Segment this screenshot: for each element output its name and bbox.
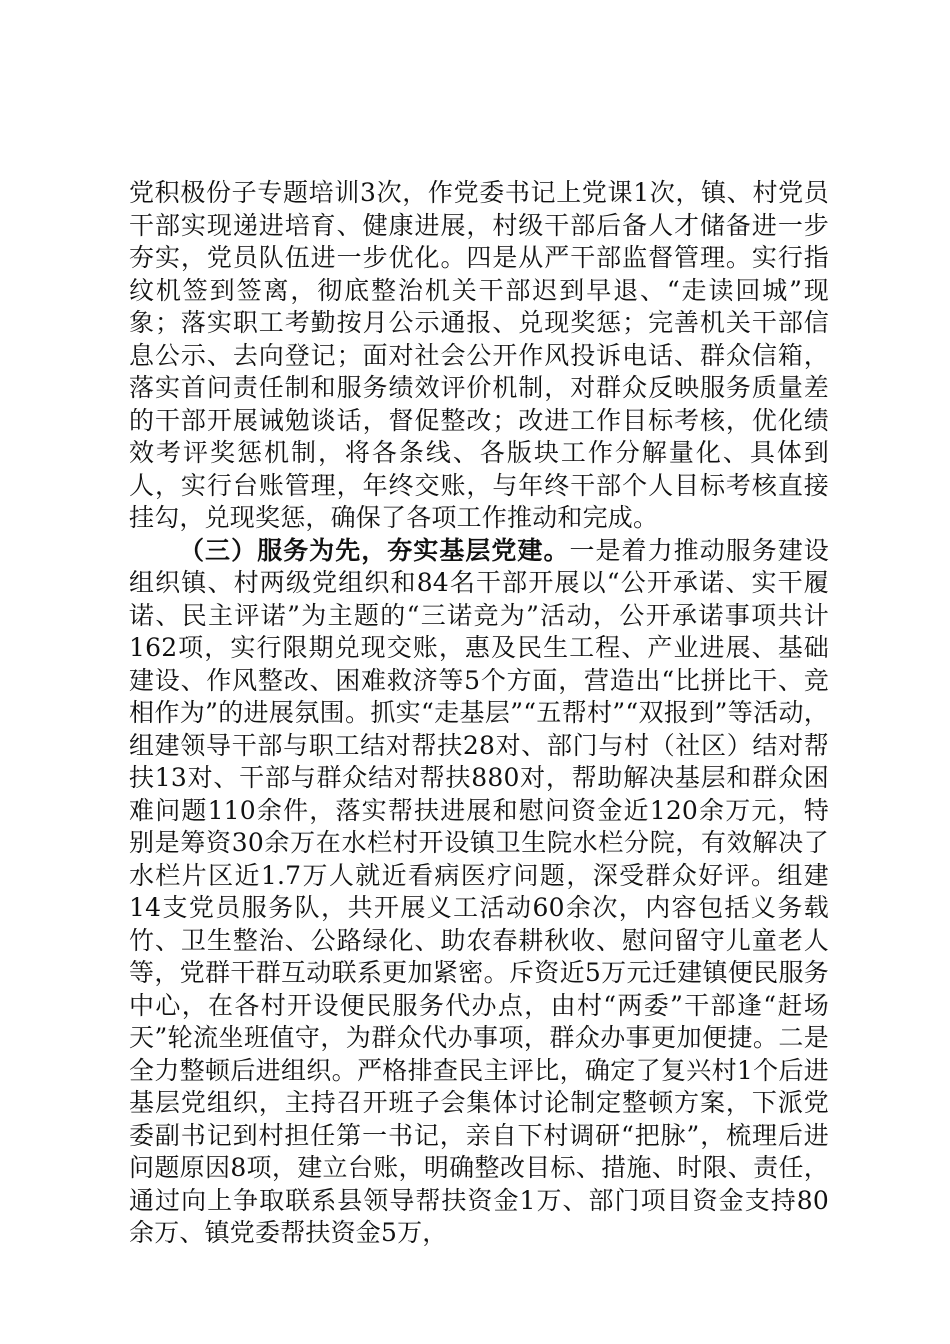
section-heading: （三）服务为先，夯实基层党建。 [179,535,570,565]
section-body-text: 一是着力推动服务建设组织镇、村两级党组织和84名干部开展以“公开承诺、实干履诺、民主评诺”为主题的“三诺竞为”活动，公开承诺事项共计162项，实行限期兑现交账，惠及民生工程、产业进展、基础建设、作风整改、困难救济等5个方面，营造出“比拼比干、竞相作为”的进展氛围。抓实“走基层”“五帮村”“双报到”等活动，组建领导干部与职工结对帮扶28对、部门与村（社区）结对帮扶13对、干部与群众结对帮扶880对，帮助解决基层和群众困难问题110余件，落实帮扶进展和慰问资金近120余万元，特别是筹资30余万在水栏村开设镇卫生院水栏分院，有效解决了水栏片区近1.7万人就近看病医疗问题，深受群众好评。组建14支党员服务队，共开展义工活动60余次，内容包括义务载竹、卫生整治、公路绿化、助农春耕秋收、慰问留守儿童老人等，党群干群互动联系更加紧密。斥资近5万元迁建镇便民服务中心，在各村开设便民服务代办点，由村“两委”干部逢“赶场天”轮流坐班值守，为群众代办事项，群众办事更加便捷。二是全力整顿后进组织。严格排查民主评比，确定了复兴村1个后进基层党组织，主持召开班子会集体讨论制定整顿方案，下派党委副书记到村担任第一书记，亲自下村调研“把脉”，梳理后进问题原因8项，建立台账，明确整改目标、措施、时限、责任，通过向上争取联系县领导帮扶资金1万、部门项目资金支持80余万、镇党委帮扶资金5万， [129,535,829,1247]
document-body [129,177,829,1250]
paragraph-continued: 党积极份子专题培训3次，作党委书记上党课1次，镇、村党员干部实现递进培育、健康进展，村级干部后备人才储备进一步夯实，党员队伍进一步优化。四是从严干部监督管理。实行指纹机签到签离，彻底整治机关干部迟到早退、“走读回城”现象；落实职工考勤按月公示通报、兑现奖惩；完善机关干部信息公示、去向登记；面对社会公开作风投诉电话、群众信箱，落实首问责任制和服务绩效评价机制，对群众反映服务质量差的干部开展诫勉谈话，督促整改；改进工作目标考核，优化绩效考评奖惩机制，将各条线、各版块工作分解量化、具体到人，实行台账管理，年终交账，与年终干部个人目标考核直接挂勾，兑现奖惩，确保了各项工作推动和完成。 [129,178,829,532]
paragraph-section-three [129,535,829,1250]
